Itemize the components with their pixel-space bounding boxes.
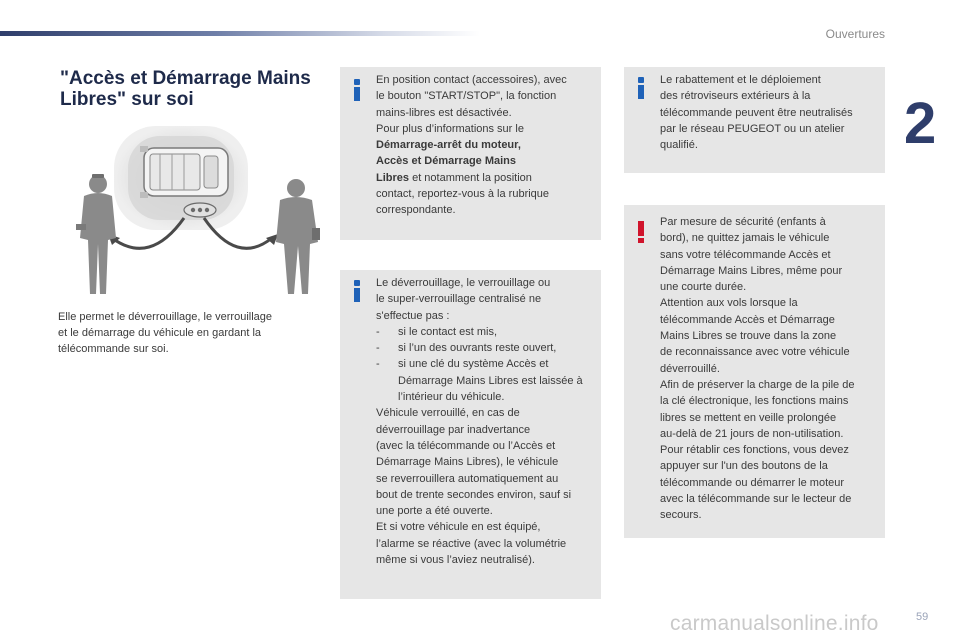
conditions-list (376, 324, 600, 405)
info-box-text: Le rabattement et le déploiement des rétroviseurs extérieurs à la télécommande peuvent être neutralisés par le réseau PEUGEOT ou un atelier qualifié. (660, 74, 853, 152)
electronic-key-icon (184, 203, 216, 217)
watermark: carmanualsonline.info (670, 612, 879, 635)
page-title (60, 68, 330, 110)
info-box-mirrors (624, 67, 885, 173)
page-title-line2: Libres" sur soi (60, 89, 194, 110)
page-number: 59 (916, 611, 929, 623)
info-icon (353, 79, 361, 101)
intro-paragraph (58, 309, 313, 357)
list-item: - si l’un des ouvrants reste ouvert, (376, 340, 600, 356)
chapter-number: 2 (904, 91, 937, 156)
keyless-access-illustration (72, 118, 334, 298)
info-box-text: En position contact (accessoires), avec le bouton "START/STOP", la fonction mains-libres est désactivée. Pour plus d’informations sur le Démarrage-arrêt du moteur, Accès et Démarrage Mains Libres et notamment la position contact, reportez-vous à la rubrique correspondante. (376, 74, 567, 217)
info-box-start-stop (340, 67, 601, 240)
exclamation-icon (637, 221, 645, 243)
intro-line: Elle permet le déverrouillage, le verrouillage (58, 311, 273, 323)
list-item: - si le contact est mis, (376, 324, 600, 340)
info-icon (637, 77, 645, 99)
header-gradient-bar (0, 31, 480, 36)
list-item: - si une clé du système Accès et Démarrage Mains Libres est laissée à l’intérieur du véhicule. (376, 356, 600, 405)
warning-box-security (624, 205, 885, 538)
page-title-line1: "Accès et Démarrage Mains (60, 68, 311, 89)
person-right-icon (276, 179, 320, 294)
warning-box-text: Par mesure de sécurité (enfants à bord), ne quittez jamais le véhicule sans votre télécommande Accès et Démarrage Mains Libres, même pour une courte durée. Attention aux vols lorsque la télécommande Accès et Démarrage Mains Libres se trouve dans la zone de reconnaissance avec votre véhicule déverrouillé. Afin de préserver la charge de la pile de la clé électronique, les fonctions mains libres se mettent en veille prolongée au-delà de 21 jours de non-utilisation. Pour rétablir ces fonctions, vous devez appuyer sur l'un des boutons de la télécommande ou démarrer le moteur avec la télécommande sur le lecteur de secours. (660, 216, 855, 522)
car-top-view-icon (140, 146, 228, 198)
info-box-text: Le déverrouillage, le verrouillage ou le super-verrouillage centralisé ne s'effectue pas : - si le contact est mis, - si l’un des ouvrants reste ouvert, - si une clé du système Accès et Démarrage Mains Libres est laissée à l’intérieur du véhicule. Véhicule verrouillé, en cas de déverrouillage par inadvertance (avec la télécommande ou l’Accès et Démarrage Mains Libres), le véhicule se reverrouillera automatiquement au bout de trente secondes environ, sauf si une porte a été ouverte. Et si votre véhicule en est équipé, l’alarme se réactive (avec la volumétrie même si vous l’aviez neutralisé). (376, 275, 600, 568)
info-icon (353, 280, 361, 302)
info-box-locking (340, 270, 601, 599)
section-title: Ouvertures (825, 27, 885, 41)
intro-line: télécommande sur soi. (58, 343, 169, 355)
intro-line: et le démarrage du véhicule en gardant la (58, 327, 262, 339)
person-left-icon (76, 174, 116, 294)
